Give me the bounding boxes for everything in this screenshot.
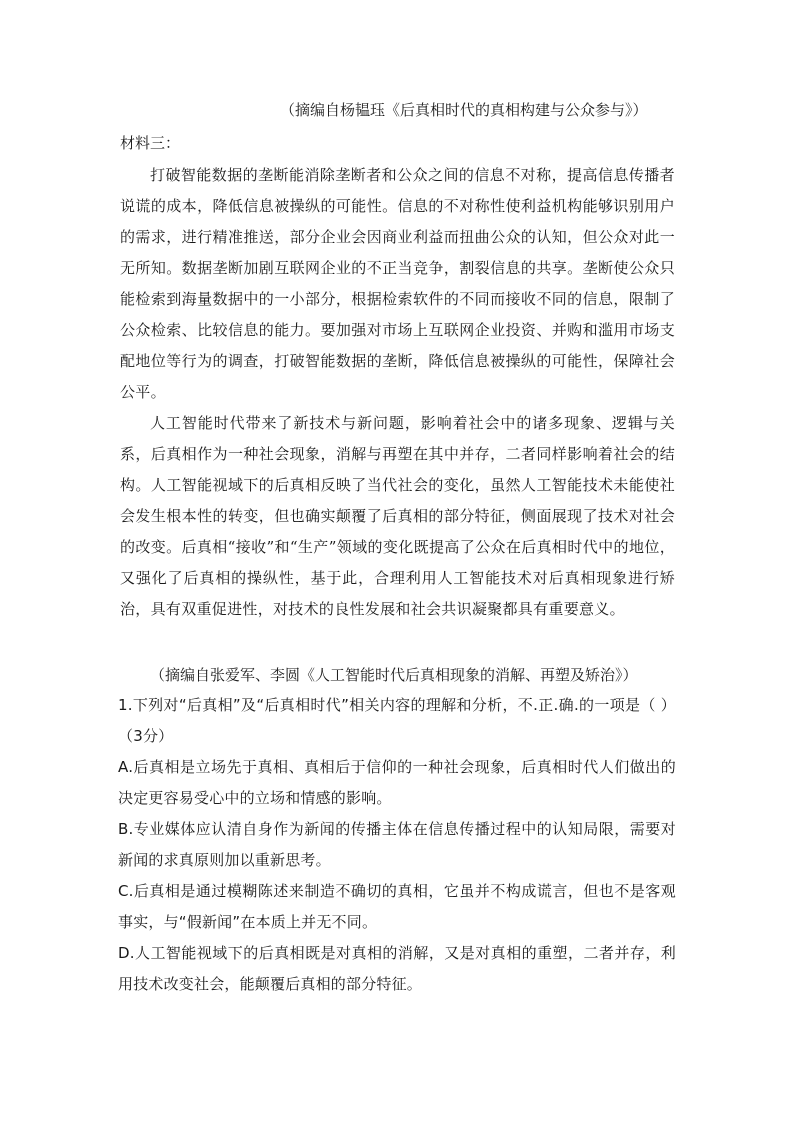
question-stem: 1.下列对“后真相”及“后真相时代”相关内容的理解和分析，不.正.确.的一项是（ ）（3分） xyxy=(118,696,676,745)
option-b: B.专业媒体应认清自身作为新闻的传播主体在信息传播过程中的认知局限，需要对新闻的求真原则加以重新思考。 xyxy=(118,820,676,869)
material-label: 材料三： xyxy=(120,134,181,152)
source-citation-2: （摘编自张爱军、李圆《人工智能时代后真相现象的消解、再塑及矫治》） xyxy=(150,666,638,684)
option-a: A.后真相是立场先于真相、真相后于信仰的一种社会现象，后真相时代人们做出的决定更容易受心中的立场和情感的影响。 xyxy=(118,758,676,807)
source-citation-1: （摘编自杨韫珏《后真相时代的真相构建与公众参与》） xyxy=(280,101,648,119)
paragraph-1: 打破智能数据的垄断能消除垄断者和公众之间的信息不对称，提高信息传播者说谎的成本，降低信息被操纵的可能性。信息的不对称性使利益机构能够识别用户的需求，进行精准推送，部分企业会因商业利益而扭曲公众的认知，但公众对此一无所知。数据垄断加剧互联网企业的不正当竞争，割裂信息的共享。垄断使公众只能检索到海量数据中的一小部分，根据检索软件的不同而接收不同的信息，限制了公众检索、比较信息的能力。要加强对市场上互联网企业投资、并购和滥用市场支配地位等行为的调查，打破智能数据的垄断，降低信息被操纵的可能性，保障社会公平。 xyxy=(120,166,675,401)
option-c: C.后真相是通过模糊陈述来制造不确切的真相，它虽并不构成谎言，但也不是客观事实，与“假新闻”在本质上并无不同。 xyxy=(118,882,676,931)
paragraph-2: 人工智能时代带来了新技术与新问题，影响着社会中的诸多现象、逻辑与关系，后真相作为一种社会现象，消解与再塑在其中并存，二者同样影响着社会的结构。人工智能视域下的后真相反映了当代社会的变化，虽然人工智能技术未能使社会发生根本性的转变，但也确实颠覆了后真相的部分特征，侧面展现了技术对社会的改变。后真相“接收”和“生产”领域的变化既提高了公众在后真相时代中的地位，又强化了后真相的操纵性，基于此，合理利用人工智能技术对后真相现象进行矫治，具有双重促进性，对技术的良性发展和社会共识凝聚都具有重要意义。 xyxy=(120,414,675,618)
option-d: D.人工智能视域下的后真相既是对真相的消解，又是对真相的重塑，二者并存，利用技术改变社会，能颠覆后真相的部分特征。 xyxy=(118,944,676,993)
